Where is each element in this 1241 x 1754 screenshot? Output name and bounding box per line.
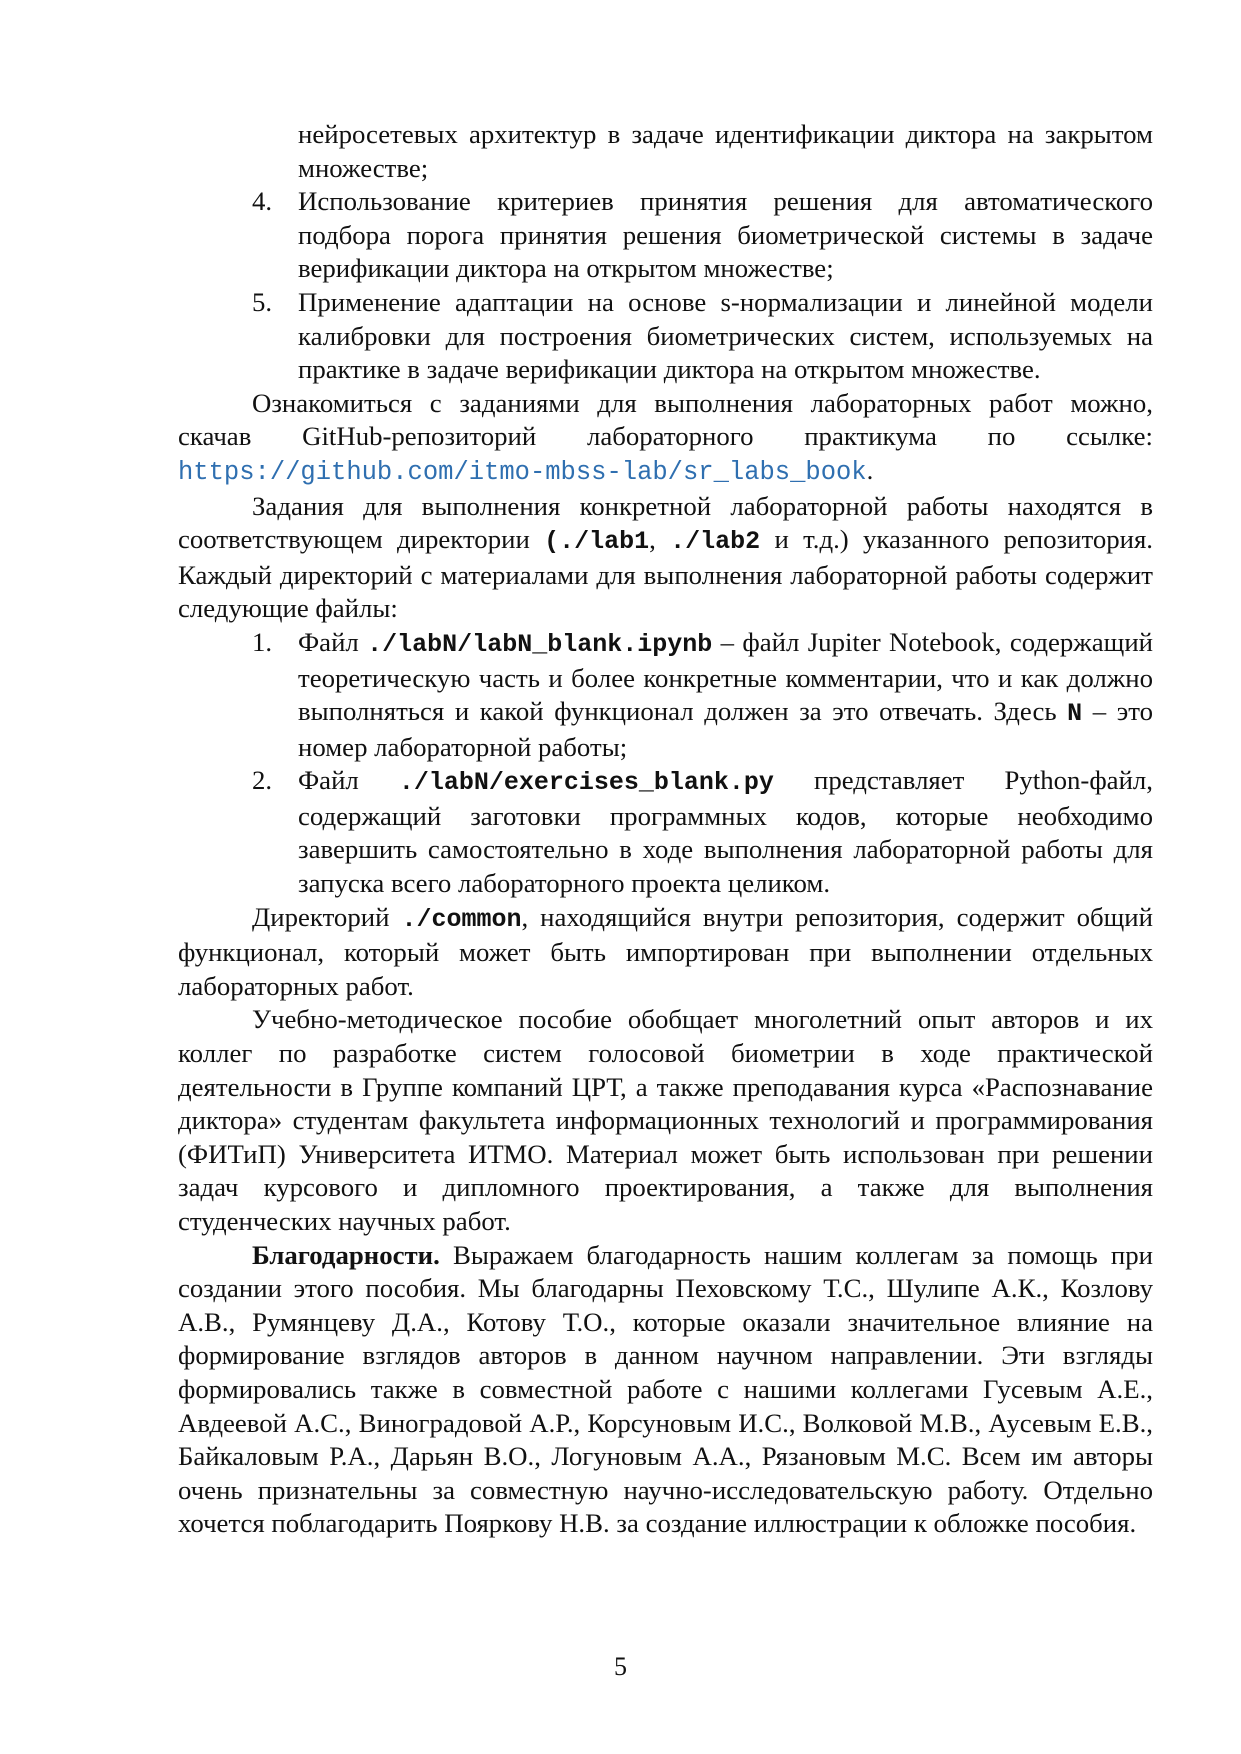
list-item-number: 5. [252,286,273,317]
code-lab1: (./lab1 [544,527,650,557]
list-item [178,286,1153,387]
list-item [178,764,1153,900]
files-list [178,626,1153,901]
paragraph-end: . [866,454,874,485]
list-item-text: Файл [298,765,399,796]
page-number: 5 [614,1652,627,1681]
paragraph-text: и т.д.) указанного репозитория. Каждый директорий с материалами для выполнения лабораторной работы содержит следующие файлы: [178,524,1153,624]
thanks-heading: Благодарности. [252,1239,440,1270]
list-item-number: 4. [252,186,273,217]
paragraph-thanks [178,1239,1153,1541]
code-notebook-file: ./labN/labN_blank.ipynb [367,629,713,659]
code-lab2: ./lab2 [670,527,761,557]
list-item [178,626,1153,764]
list-item [178,185,1153,286]
document-body [178,118,1153,1541]
repository-link[interactable]: https://github.com/itmo-mbss-lab/sr_labs_book [178,457,867,487]
list-item-continuation: нейросетевых архитектур в задаче идентификации диктора на закрытом множестве; [298,119,1153,183]
list-item-number: 2. [252,765,273,796]
paragraph-text: Выражаем благодарность нашим коллегам за помощь при создании этого пособия. Мы благодарны Пеховскому Т.С., Шулипе А.К., Козлову А.В., Румянцеву Д.А., Котову Т.О., которые оказали значительное влияние на формирование взглядов авторов в данном научном направлении. Эти взгляды формировались также в совместной работе с нашими коллегами Гусевым А.Е., Авдеевой А.С., Виноградовой А.Р., Корсуновым И.С., Волковой М.В., Аусевым Е.В., Байкаловым Р.А., Дарьян В.О., Логуновым А.А., Рязановым М.С. Всем им авторы очень признательны за совместную научно-исследовательскую работу. Отдельно хочется поблагодарить Пояркову Н.В. за создание иллюстрации к обложке пособия. [178,1239,1153,1539]
paragraph-text: , [649,524,671,555]
list-item-text: – файл Jupiter Notebook, содержащий теоретическую часть и более конкретные комментарии, что и как должно выполняться и какой функционал должен за это отвечать. Здесь [298,626,1153,727]
list-item-text: Применение адаптации на основе s-нормализации и линейной модели калибровки для построения биометрических систем, используемых на практике в задаче верификации диктора на открытом множестве. [298,286,1153,385]
paragraph-common [178,901,1153,1004]
list-item-text: Файл [298,626,368,657]
paragraph-repository [178,387,1153,490]
list-item-text: – это номер лабораторной работы; [298,696,1153,762]
paragraph-text: Ознакомиться с заданиями для выполнения лабораторных работ можно, скачав GitHub-репозиторий лабораторного практикума по ссылке: [178,387,1153,452]
methods-list [178,185,1153,387]
paragraph-manual: Учебно-методическое пособие обобщает многолетний опыт авторов и их коллег по разработке систем голосовой биометрии в ходе практической деятельности в Группе компаний ЦРТ, а также преподавания курса «Распознавание диктора» студентам факультета информационных технологий и программирования (ФИТиП) Университета ИТМО. Материал может быть использован при решении задач курсового и дипломного проектирования, а также для выполнения студенческих научных работ. [178,1004,1153,1236]
list-item-text: Использование критериев принятия решения для автоматического подбора порога принятия решения биометрической системы в задаче верификации диктора на открытом множестве; [298,186,1153,284]
list-item-number: 1. [252,626,273,657]
paragraph-text: Задания для выполнения конкретной лабораторной работы находятся в соответствующем директории [178,490,1153,555]
paragraph-text: , находящийся внутри репозитория, содержит общий функционал, который может быть импортирован при выполнении отдельных лабораторных работ. [178,901,1153,1001]
paragraph-tasks [178,490,1153,626]
code-n: N [1067,699,1083,729]
paragraph-text: Директорий [252,901,402,932]
code-common: ./common [401,904,522,934]
list-item-text: представляет Python-файл, содержащий заготовки программных кодов, которые необходимо завершить самостоятельно в ходе выполнения лабораторной работы для запуска всего лабораторного проекта целиком. [298,765,1153,899]
code-exercises-file: ./labN/exercises_blank.py [398,768,774,798]
